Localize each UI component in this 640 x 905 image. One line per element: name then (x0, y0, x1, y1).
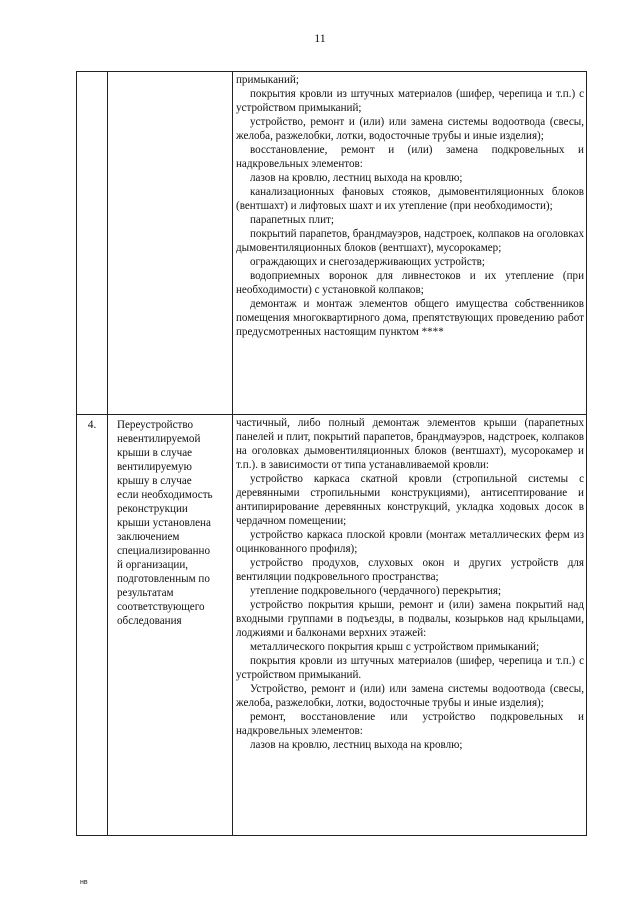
title-line: невентилируемой (117, 433, 201, 445)
title-line: Переустройство (117, 419, 194, 431)
content-paragraph: частичный, либо полный демонтаж элементов крыши (парапетных панелей и плит, покрытий парапетов, брандмауэров, надстроек, колпаков на оголовках дымовентиляционных блоков (вентшахт), мусорокамер и т.п.). в зависимости от типа устанавливаемой кровли: (236, 417, 584, 471)
content-paragraph: Устройство, ремонт и (или) или замена системы водоотвода (свесы, желоба, разжелобки, лотки, водосточные трубы и иные изделия); (236, 683, 584, 709)
content-paragraph: устройство покрытия крыши, ремонт и (или) замена покрытий над входными группами в подъезды, в подвалы, козырьков над крыльцами, лоджиями и балконами верхних этажей: (236, 599, 584, 639)
title-line: обследования (117, 615, 182, 627)
title-line: крыши в случае (117, 447, 193, 459)
content-paragraph: канализационных фановых стояков, дымовентиляционных блоков (вентшахт) и лифтовых шахт и их утепление (при необходимости); (236, 186, 584, 212)
row-number: 4. (87, 419, 97, 431)
content-paragraph: покрытий парапетов, брандмауэров, надстроек, колпаков на оголовках дымовентиляционных блоков (вентшахт), мусорокамер; (236, 228, 584, 254)
page-number: 11 (314, 31, 326, 45)
content-paragraph: лазов на кровлю, лестниц выхода на кровлю; (250, 739, 463, 751)
content-paragraph: парапетных плит; (250, 214, 334, 226)
footer-mark: нв (80, 879, 88, 886)
content-paragraph: ограждающих и снегозадерживающих устройств; (250, 256, 485, 268)
content-paragraph: примыканий; (236, 74, 299, 86)
title-line: вентилируемую (117, 461, 192, 473)
title-line: если необходимость (117, 489, 213, 501)
column-divider-2 (232, 72, 233, 835)
content-paragraph: ремонт, восстановление или устройство подкровельных и надкровельных элементов: (236, 711, 584, 737)
content-paragraph: демонтаж и монтаж элементов общего имущества собственников помещения многоквартирного дома, препятствующих проведению работ предусмотренных настоящим пунктом **** (236, 298, 584, 338)
column-divider-1 (107, 72, 108, 835)
title-line: реконструкции (117, 503, 188, 515)
title-line: й организации, (117, 559, 189, 571)
row-title (117, 418, 229, 628)
content-paragraph: восстановление, ремонт и (или) замена подкровельных и надкровельных элементов: (236, 144, 584, 170)
content-paragraph: устройство, ремонт и (или) или замена системы водоотвода (свесы, желоба, разжелобки, лотки, водосточные трубы и иные изделия); (236, 116, 584, 142)
title-line: крышу в случае (117, 475, 192, 487)
content-paragraph: устройство продухов, слуховых окон и других устройств для вентиляции подкровельного пространства; (236, 557, 584, 583)
content-paragraph: водоприемных воронок для ливнестоков и их утепление (при необходимости) с установкой колпаков; (236, 270, 584, 296)
row-content-continuation (236, 73, 584, 339)
title-line: крыши установлена (117, 517, 211, 529)
content-paragraph: устройство каркаса плоской кровли (монтаж металлических ферм из оцинкованного профиля); (236, 529, 584, 555)
content-paragraph: покрытия кровли из штучных материалов (шифер, черепица и т.п.) с устройством примыканий; (236, 88, 584, 114)
content-paragraph: покрытия кровли из штучных материалов (шифер, черепица и т.п.) с устройством примыканий. (236, 655, 584, 681)
content-paragraph: металлического покрытия крыш с устройством примыканий; (250, 641, 540, 653)
content-paragraph: устройство каркаса скатной кровли (стропильной системы с деревянными стропильными конструкциями), антисептирование и антипирирование деревянных конструкций, укладка ходовых досок в чердачном помещении; (236, 473, 584, 527)
works-table (76, 71, 587, 836)
title-line: результатам (117, 587, 174, 599)
title-line: заключением (117, 531, 180, 543)
title-line: соответствующего (117, 601, 205, 613)
content-paragraph: утепление подкровельного (чердачного) перекрытия; (250, 585, 502, 597)
row-content (236, 416, 584, 752)
title-line: подготовленным по (117, 573, 210, 585)
content-paragraph: лазов на кровлю, лестниц выхода на кровлю; (250, 172, 463, 184)
row-divider (77, 414, 586, 415)
title-line: специализированно (117, 545, 211, 557)
